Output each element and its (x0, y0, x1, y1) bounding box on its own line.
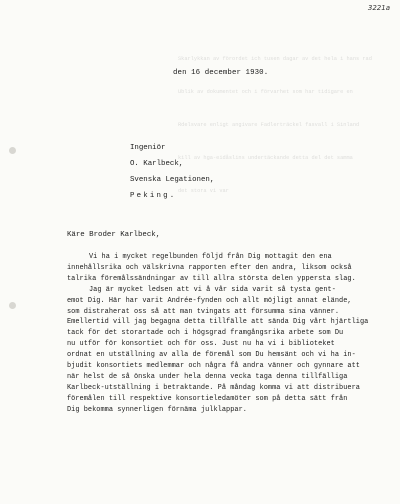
body-line: bjudit konsortiets medlemmar och några få andra vänner och gynnare att (67, 362, 360, 371)
salutation: Käre Broder Karlbeck, (67, 231, 161, 239)
bleed-line: kill av hga-eidåslins undertäckande detta del det samma (178, 155, 353, 161)
body-line: nu utför för konsortiet och för oss. Just nu ha vi i biblioteket (67, 340, 335, 349)
body-line: Jag är mycket ledsen att vi å vår sida varit så tysta gent- (89, 285, 336, 294)
bleed-line: Ublik av dokumentet och i förvarhet som har tidigare en (178, 89, 353, 95)
body-line: tack för det storartade och i högsgrad framgångsrika arbete som Du (67, 329, 344, 338)
punch-hole (9, 147, 16, 154)
letter-body (67, 252, 369, 416)
recipient-city: Peking. (130, 192, 177, 200)
recipient-address (130, 140, 214, 204)
bleed-line: Rdelsvare enligt angivare Fadlerträckel fasvall i Sinland (178, 122, 360, 128)
body-line: Karlbeck-utställning i betraktande. På måndag komma vi att distribuera (67, 383, 360, 392)
body-line: innehållsrika och välskrivna rapporten efter den andra, liksom också (67, 263, 352, 272)
body-line: talrika föremålssändningar av till allra största delen yppersta slag. (67, 274, 356, 283)
page-number: 3221a (367, 4, 390, 12)
bleed-line: Skarlykkan av förordet ich tusen dagar av det hela i hans rad (178, 56, 372, 62)
recipient-institution: Svenska Legationen, (130, 176, 215, 184)
body-line: föremålen till respektive konsortieledamöter som på detta sätt från (67, 394, 348, 403)
body-line: emot Dig. Här har varit Andrée-fynden och allt möjligt annat elände, (67, 296, 352, 305)
body-line: Emellertid vill jag begagna detta tillfälle att sända Dig vårt hjärtliga (67, 318, 369, 327)
body-line: Dig bekomma synnerligen förnäma julklappar. (67, 405, 247, 414)
body-line: Vi ha i mycket regelbunden följd från Dig mottagit den ena (89, 253, 332, 261)
letter-date: den 16 december 1930. (173, 69, 269, 77)
bleed-through-text (178, 32, 388, 194)
body-line: ordnat en utställning av alla de föremål som Du hemsänt och vi ha in- (67, 351, 356, 360)
punch-hole (9, 302, 16, 309)
body-line: när helst de så önska under hela denna vecka taga denna tillfälliga (67, 372, 348, 381)
recipient-name: O. Karlbeck, (130, 160, 184, 168)
recipient-title: Ingeniör (130, 144, 166, 152)
bleed-line: det stora vi var (178, 188, 229, 194)
body-line: som distraherat oss så att man tvingats att försumma sina vänner. (67, 307, 340, 316)
